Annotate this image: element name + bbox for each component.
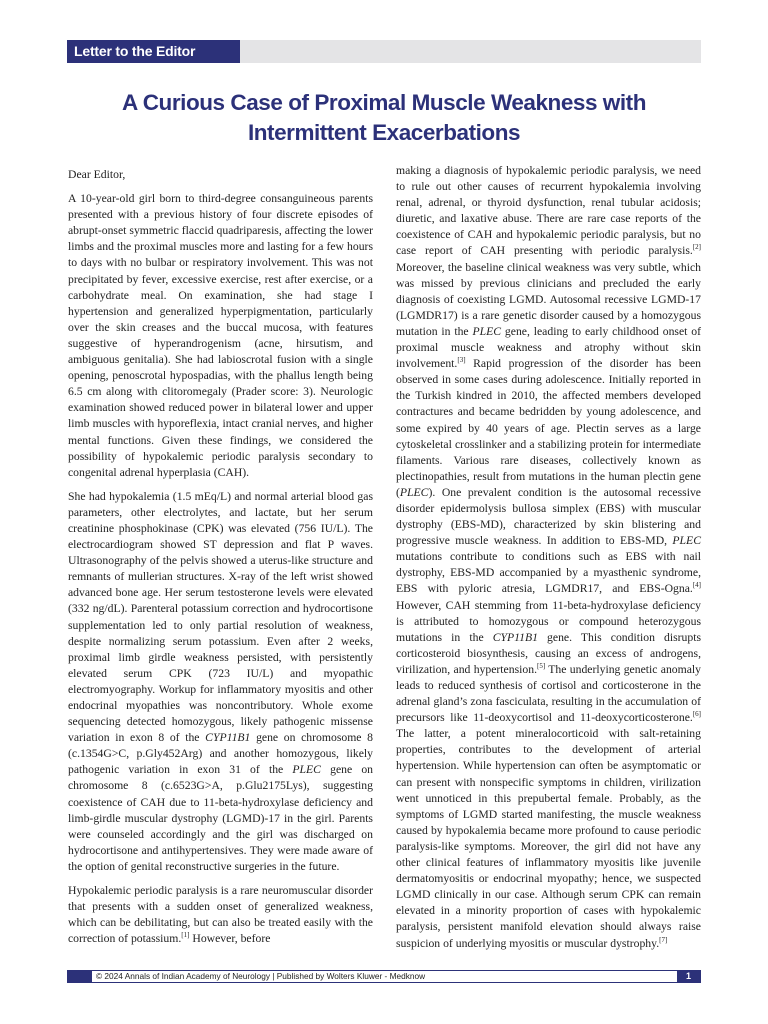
gene-name: PLEC [472, 324, 502, 338]
paragraph-investigations [68, 489, 373, 875]
article-title: A Curious Case of Proximal Muscle Weakness with Intermittent Exacerbations [121, 90, 646, 145]
text-run: Moreover, the baseline clinical weakness was very subtle, which was missed by previous clinicians and precluded the early diagnosis of coexisting LGMD. Autosomal recessive LGMD-17 (LGMDR17) is a rare genetic disorder caused by a homozygous mutation in the [396, 260, 701, 338]
right-column [396, 163, 701, 952]
text-run: gene, leading to early childhood onset of proximal muscle weakness and atrophy without skin involvement. [396, 324, 702, 371]
text-run: making a diagnosis of hypokalemic periodic paralysis, we need to rule out other causes of recurrent hypokalemia involving renal, adrenal, or thyroid dysfunction, renal tubular acidosis; diuretic, and laxative abuse. There are rare case reports of the coexistence of CAH and hypokalemic periodic paralysis, but no case report of CAH presenting with periodic paralysis. [396, 164, 701, 258]
left-column [68, 167, 373, 947]
citation-ref[interactable]: [4] [692, 581, 701, 590]
text-run: However, CAH stemming from 11-beta-hydroxylase deficiency is attributed to homozygous or compound heterozygous mutations in the [396, 598, 701, 644]
text-run: ). One prevalent condition is the autosomal recessive disorder epidermolysis bullosa simplex (EBS) with muscular dystrophy (EBS-MD), characterized by skin blistering and progressive muscle weakness. In addition to EBS-MD, [396, 485, 701, 548]
gene-name: PLEC [292, 763, 321, 777]
section-header-bar [67, 40, 701, 63]
gene-name: CYP11B1 [205, 731, 251, 745]
footer-copyright: © 2024 Annals of Indian Academy of Neurology | Published by Wolters Kluwer - Medknow [96, 971, 426, 981]
text-run: gene on chromosome 8 (c.1354G>C, p.Gly452Arg) and another homozygous, likely pathogenic variation in exon 31 of the [68, 731, 373, 777]
citation-ref[interactable]: [7] [659, 935, 668, 944]
paragraph-discussion [396, 163, 701, 952]
text-run: She had hypokalemia (1.5 mEq/L) and normal arterial blood gas parameters, other electrolytes, and lactate, but her serum creatinine phosphokinase (CPK) was elevated (756 IU/L). The electrocardiogram showed ST depression and flat P waves. Ultrasonography of the pelvis showed a uterus-like structure and remnants of mullerian structures. X-ray of the left wrist showed advanced bone age. Her serum testosterone levels were elevated (332 ng/dL). Parenteral potassium correction and hydrocortisone supplementation led to only partial resolution of weakness, despite normalizing serum potassium. Even after 2 weeks, proximal limb girdle weakness persisted, with persistently elevated serum CPK (723 IU/L) and myopathic electromyography. Workup for inflammatory myositis and other endocrinal myopathies was noncontributory. Whole exome sequencing detected homozygous, likely pathogenic missense variation in exon 8 of the [68, 489, 373, 745]
citation-ref[interactable]: [5] [537, 662, 546, 671]
text-run: Rapid progression of the disorder has been observed in some cases during adolescence. Initially reported in the Turkish kindred in 2010, the affected members developed contractures and became bedridden by young adolescence, and some expired by 40 years of age. Plectin serves as a large cytoskeletal crosslinker and a stabilizing protein for intermediate filaments. Various rare diseases, collectively known as plectinopathies, result from mutations in the human plectin gene ( [396, 357, 701, 499]
text-run: Hypokalemic periodic paralysis is a rare neuromuscular disorder that presents with a sudden onset of generalized weakness, which can be debilitating, but can also be treated easily with the correction of potassium. [68, 884, 373, 946]
paragraph-discussion-start [68, 883, 373, 947]
section-label: Letter to the Editor [67, 40, 240, 63]
text-run: mutations contribute to conditions such as EBS with nail dystrophy, EBS-MD accompanied by a myasthenic syndrome, EBS with pyloric atresia, LGMDR17, and EBS-Ogna. [396, 550, 701, 596]
citation-ref[interactable]: [6] [692, 710, 701, 719]
citation-ref[interactable]: [3] [457, 356, 466, 365]
citation-ref[interactable]: [1] [181, 931, 190, 940]
gene-name: PLEC [399, 485, 429, 499]
text-run: The latter, a potent mineralocorticoid with salt-retaining properties, contributes to the development of arterial hypertension. While hypertension can often be asymptomatic or can present with nonspecific symptoms in children, virilization went unnoticed in this prepubertal female. Probably, as the symptoms of LGMD started manifesting, the muscle weakness caused by hypokalemia became more profound to cause periodic paralysis-like symptoms. Moreover, the girl did not have any other clinical features of inflammatory myositis like juvenile dermatomyositis or endocrinal myopathy; hence, we suspected LGMD clinically in our case. Although serum CPK can remain elevated in a minority proportion of cases with hypokalemic paralysis, persistent manifold elevation should always raise suspicion of underlying myositis or muscular dystrophy. [396, 727, 701, 950]
salutation: Dear Editor, [68, 168, 126, 181]
text-run: gene. This condition disrupts corticosteroid biosynthesis, causing an excess of androgens, virilization, and hypertension. [396, 630, 702, 676]
text-run: The underlying genetic anomaly leads to reduced synthesis of cortisol and corticosterone in the adrenal gland’s zona fasciculata, resulting in the accumulation of precursors like 11-deoxycortisol and 11-deoxycorticosterone. [396, 662, 701, 725]
text-run: However, before [189, 932, 271, 946]
gene-name: PLEC [672, 534, 701, 548]
footer-accent-block [68, 971, 92, 982]
paragraph-case-presentation: A 10-year-old girl born to third-degree consanguineous parents presented with a previous history of four discrete episodes of abrupt-onset symmetric flaccid quadriparesis, affecting the lower limbs and the proximal muscles more and lasting for a few hours to days with no bulbar or respiratory involvement. This was not precipitated by fever, excessive exercise, rest after exercise, or a carbohydrate meal. On examination, she had stage I hypertension and generalized hyperpigmentation, particularly over the skin creases and the buccal mucosa, with features suggestive of hyperandrogenism (acne, hirsutism, and ambiguous genitalia). She had labioscrotal fusion with a single opening, penoscrotal hypospadias, with the phallus length being 6.5 cm along with clitoromegaly (Prader score: 3). Neurologic examination showed reduced power in bilateral lower and upper limb muscles with hyporeflexia, intact cranial nerves, and higher mental functions. Given these findings, we considered the possibility of hypokalemic periodic paralysis secondary to congenital adrenal hyperplasia (CAH). [68, 192, 373, 479]
page-footer [67, 970, 701, 983]
page-number: 1 [677, 971, 700, 982]
citation-ref[interactable]: [2] [692, 243, 701, 252]
gene-name: CYP11B1 [492, 630, 538, 644]
text-run: gene on chromosome 8 (c.6523G>A, p.Glu2175Lys), suggesting coexistence of CAH due to 11-beta-hydroxylase deficiency and limb-girdle muscular dystrophy (LGMD)-17 in the girl. Parents were counseled accordingly and the girl was discharged on hydrocortisone and antihypertensives. They were made aware of the option of genital reconstructive surgeries in the future. [68, 763, 374, 873]
